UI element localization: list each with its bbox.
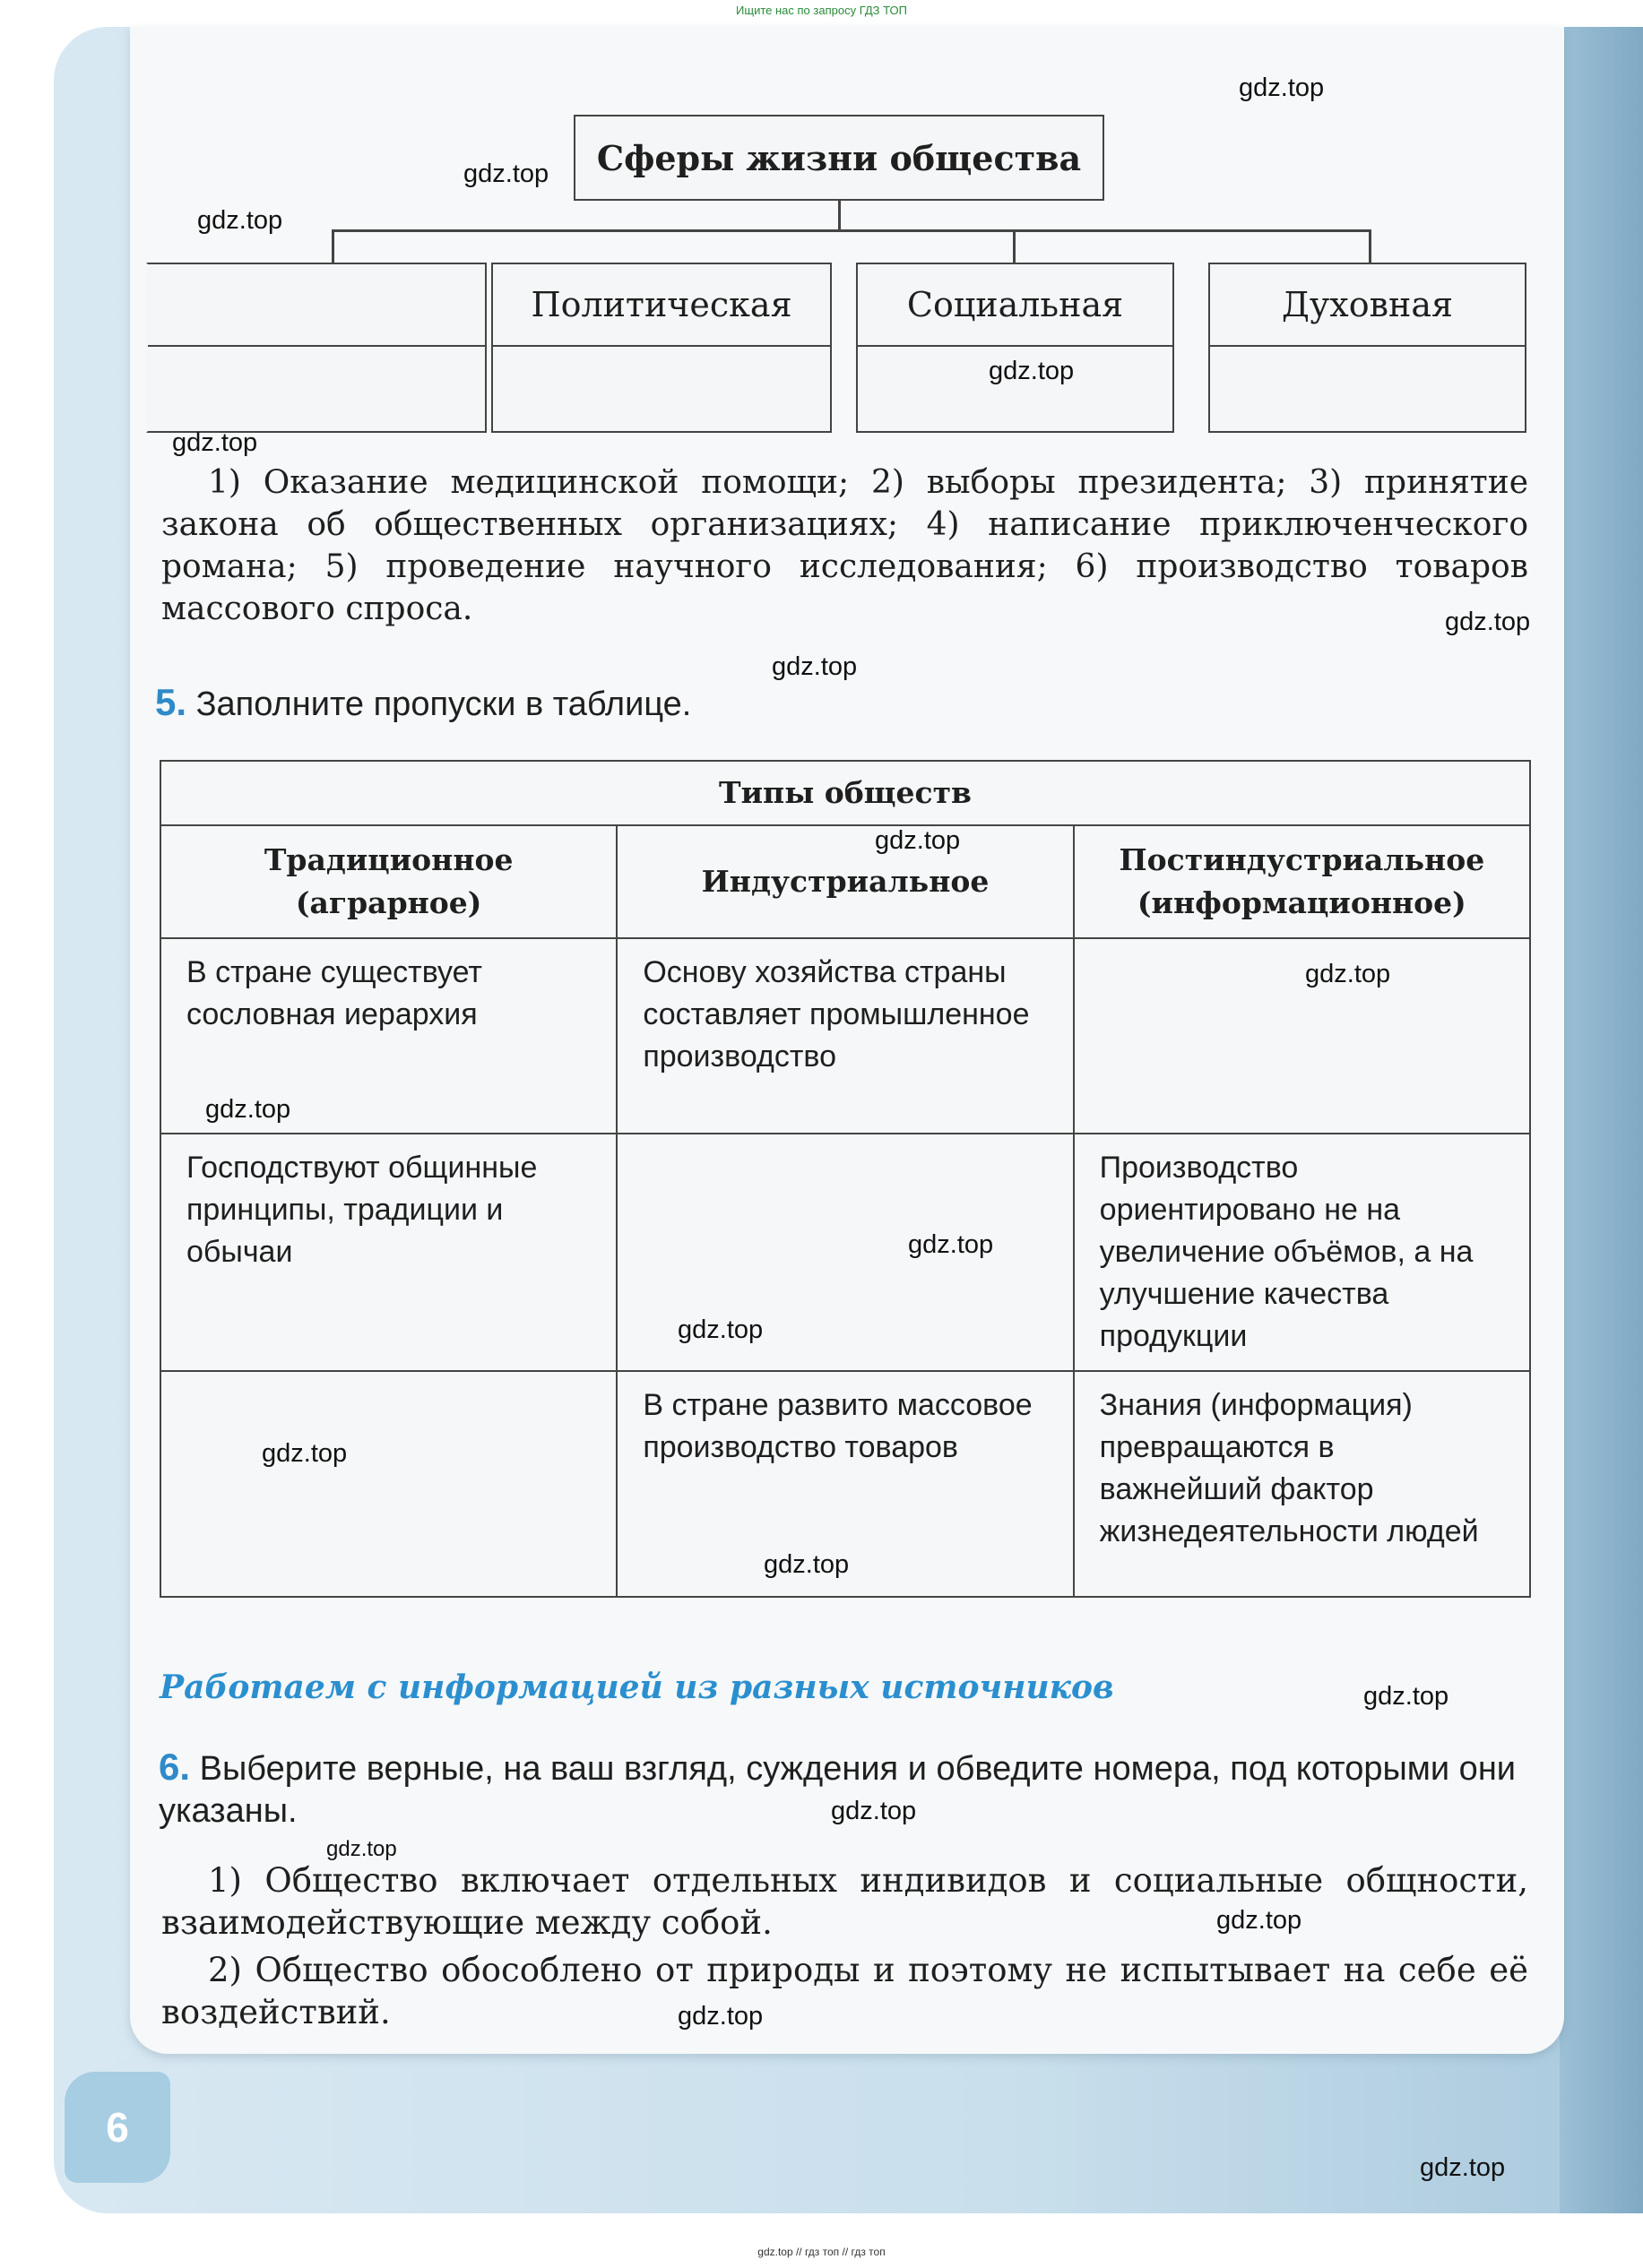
watermark: gdz.top [326, 1837, 397, 1861]
table-cell-empty[interactable] [1074, 938, 1530, 1134]
connector [332, 229, 334, 263]
section-heading: Работаем с информацией из разных источников [160, 1669, 1114, 1706]
connector [1013, 229, 1016, 263]
header-note: Ищите нас по запросу ГДЗ ТОП [736, 4, 907, 17]
table-header: Постиндустриальное (информационное) [1074, 825, 1530, 938]
watermark: gdz.top [1420, 2153, 1506, 2182]
book-spine [1560, 27, 1643, 2213]
sphere-box-spiritual [1208, 263, 1526, 433]
page-number: 6 [65, 2072, 170, 2183]
task6-option[interactable]: 2) Общество обособлено от природы и поэтому не испытывает на себе её воздействий. [161, 1951, 1528, 2031]
sphere-box-hidden [146, 263, 487, 433]
task4-items: 1) Оказание медицинской помощи; 2) выборы президента; 3) принятие закона об общественных организациях; 4) написание приключенческого романа; 5) проведение научного исследования; 6) производство товаров массового спроса. [161, 464, 1528, 627]
table-header: Традиционное (аграрное) [160, 825, 617, 938]
connector [332, 229, 1371, 232]
watermark: gdz.top [1445, 608, 1531, 636]
watermark: gdz.top [908, 1230, 994, 1259]
watermark: gdz.top [989, 357, 1075, 385]
sphere-label: Духовная [1210, 264, 1525, 347]
table-cell: Основу хозяйства страны составляет промышленное производство [617, 938, 1073, 1134]
sphere-label: Политическая [493, 264, 830, 347]
watermark: gdz.top [1216, 1906, 1302, 1935]
table-cell: Производство ориентировано не на увеличение объёмов, а на улучшение качества продукции [1074, 1134, 1530, 1371]
task5-prompt [155, 681, 1500, 726]
task-text: Выберите верные, на ваш взгляд, суждения и обведите номера, под которыми они указаны. [159, 1750, 1517, 1830]
society-types-table [160, 760, 1531, 1598]
table-caption: Типы обществ [160, 761, 1530, 825]
task-text: Заполните пропуски в таблице. [195, 686, 692, 723]
watermark: gdz.top [205, 1095, 291, 1124]
watermark: gdz.top [831, 1797, 917, 1825]
diagram-title: Сферы жизни общества [596, 137, 1082, 178]
watermark: gdz.top [1305, 960, 1391, 988]
diagram-title-box [574, 115, 1104, 201]
watermark: gdz.top [1239, 73, 1325, 102]
watermark: gdz.top [875, 826, 961, 855]
sphere-box-political [491, 263, 832, 433]
table-cell: В стране развито массовое производство товаров [617, 1371, 1073, 1597]
connector [838, 201, 841, 231]
footer-note: gdz.top // гдз топ // гдз топ [757, 2246, 886, 2258]
watermark: gdz.top [197, 206, 283, 235]
watermark: gdz.top [1363, 1682, 1449, 1711]
watermark: gdz.top [262, 1439, 348, 1468]
table-cell: Господствуют общинные принципы, традиции и обычаи [160, 1134, 617, 1371]
watermark: gdz.top [772, 652, 858, 681]
table-cell: Знания (информация) превращаются в важнейший фактор жизнедеятельности людей [1074, 1371, 1530, 1597]
table-header: Индустриальное [617, 825, 1073, 938]
watermark: gdz.top [678, 1315, 764, 1344]
table-cell: В стране существует сословная иерархия [160, 938, 617, 1134]
table-row [160, 1134, 1530, 1371]
task6-option[interactable]: 1) Общество включает отдельных индивидов и социальные общности, взаимодействующие между собой. [161, 1861, 1528, 1942]
sphere-label: Социальная [858, 264, 1172, 347]
watermark: gdz.top [463, 160, 549, 188]
watermark: gdz.top [172, 428, 258, 457]
task-number: 5. [155, 681, 187, 723]
table-cell-empty[interactable] [160, 1371, 617, 1597]
connector [1369, 229, 1371, 263]
task-number: 6. [159, 1746, 191, 1788]
sphere-box-social [856, 263, 1174, 433]
watermark: gdz.top [678, 2002, 764, 2031]
watermark: gdz.top [764, 1550, 850, 1579]
